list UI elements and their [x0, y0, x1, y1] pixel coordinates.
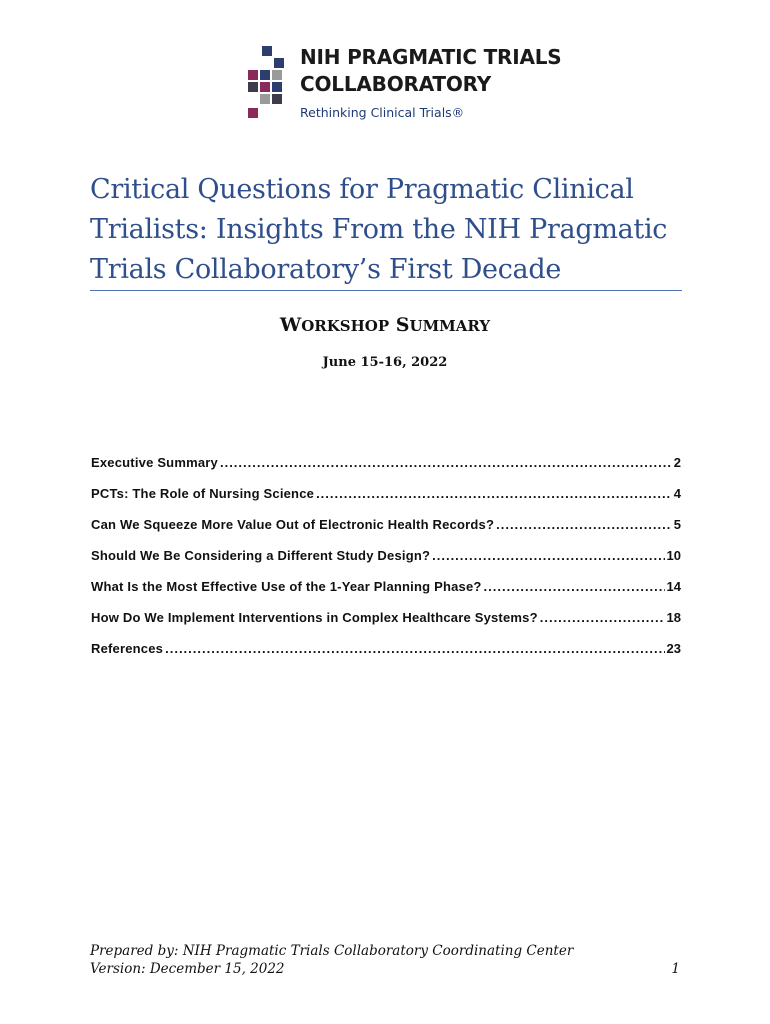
logo-title-line-2: COLLABORATORY: [300, 72, 492, 96]
subtitle-word-rest: UMMARY: [409, 317, 491, 335]
toc-entry-label: How Do We Implement Interventions in Complex Healthcare Systems?: [91, 610, 538, 625]
collaboratory-logo: [246, 44, 562, 124]
toc-entry-page: 10: [666, 548, 681, 563]
toc-entry-label: Executive Summary: [91, 455, 218, 470]
toc-leader-dots: [432, 548, 664, 563]
toc-entry-label: References: [91, 641, 164, 656]
prepared-by-text: Prepared by: NIH Pragmatic Trials Collaboratory Coordinating Center: [90, 943, 574, 959]
toc-entry-page: 5: [673, 517, 681, 532]
document-subtitle: [0, 314, 770, 336]
subtitle-initial: S: [395, 314, 410, 336]
toc-entry-label: What Is the Most Effective Use of the 1-Year Planning Phase?: [91, 579, 482, 594]
toc-entry-executive-summary[interactable]: [91, 455, 681, 486]
toc-entry-label: Can We Squeeze More Value Out of Electronic Health Records?: [91, 517, 495, 532]
toc-leader-dots: [220, 455, 672, 470]
toc-leader-dots: [165, 641, 664, 656]
title-line: Trials Collaboratory’s First Decade: [90, 254, 562, 285]
toc-entry-nursing-science[interactable]: [91, 486, 681, 517]
title-divider: [90, 290, 682, 291]
title-line: Trialists: Insights From the NIH Pragmatic: [90, 214, 668, 245]
toc-entry-complex-healthcare-systems[interactable]: [91, 610, 681, 641]
toc-entry-page: 18: [666, 610, 681, 625]
toc-entry-page: 2: [673, 455, 681, 470]
title-line: Critical Questions for Pragmatic Clinical: [90, 174, 634, 205]
toc-leader-dots: [484, 579, 665, 594]
logo-tagline: Rethinking Clinical Trials®: [300, 105, 465, 120]
table-of-contents: [91, 455, 681, 672]
subtitle-initial: W: [279, 314, 302, 336]
logo-title-line-1: NIH PRAGMATIC TRIALS: [300, 45, 562, 69]
toc-entry-label: PCTs: The Role of Nursing Science: [91, 486, 315, 501]
toc-entry-references[interactable]: [91, 641, 681, 672]
toc-leader-dots: [316, 486, 672, 501]
toc-entry-electronic-health-records[interactable]: [91, 517, 681, 548]
page-number: 1: [671, 961, 680, 977]
toc-entry-page: 4: [673, 486, 681, 501]
toc-entry-label: Should We Be Considering a Different Study Design?: [91, 548, 431, 563]
workshop-date: June 15-16, 2022: [322, 355, 448, 370]
page-footer: [90, 942, 573, 978]
toc-leader-dots: [496, 517, 672, 532]
subtitle-word-rest: ORKSHOP: [301, 317, 390, 335]
toc-entry-page: 14: [666, 579, 681, 594]
toc-entry-planning-phase[interactable]: [91, 579, 681, 610]
toc-leader-dots: [540, 610, 665, 625]
toc-entry-page: 23: [666, 641, 681, 656]
document-title: [90, 170, 680, 290]
version-text: Version: December 15, 2022: [90, 961, 285, 977]
logo-mosaic-icon: [246, 44, 296, 124]
toc-entry-study-design[interactable]: [91, 548, 681, 579]
